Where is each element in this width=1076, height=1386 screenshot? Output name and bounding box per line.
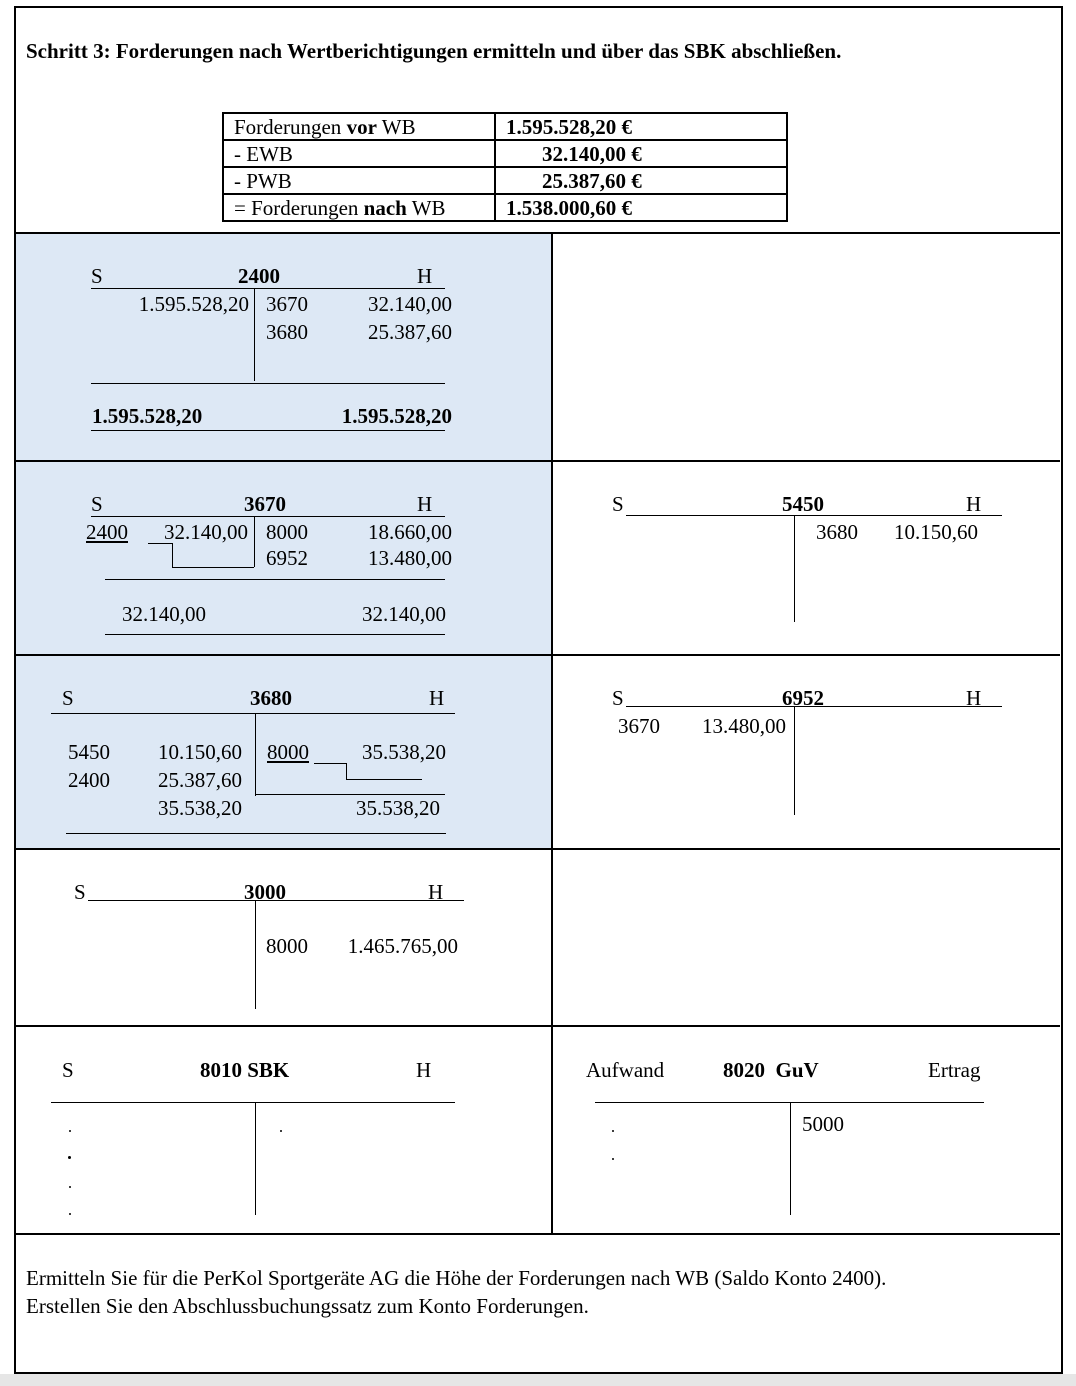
soll-label: S [91, 492, 103, 516]
t-account-divider [255, 714, 256, 796]
account-number: 3000 [244, 880, 286, 904]
total-underline [91, 430, 445, 431]
ertrag-label: Ertrag [928, 1058, 981, 1082]
debit-amount: 13.480,00 [702, 714, 786, 738]
haben-label: H [428, 880, 444, 904]
t-account-top-line [88, 900, 464, 901]
sum-line [105, 579, 445, 580]
debit-account: 2400 [86, 520, 128, 544]
placeholder-dot [68, 1156, 71, 1159]
closing-bracket-v [172, 543, 173, 567]
account-number: 8020 GuV [723, 1058, 819, 1082]
total-underline [66, 833, 446, 834]
table-row [223, 113, 787, 140]
t-account-divider [794, 707, 795, 815]
soll-label: S [74, 880, 86, 904]
t-account-top-line [91, 288, 445, 289]
total-right: 35.538,20 [356, 796, 440, 820]
placeholder-dot [69, 1186, 71, 1188]
grid-line-2 [16, 460, 1060, 462]
grid-line-1 [16, 232, 1060, 234]
soll-label: S [612, 686, 624, 710]
placeholder-dot [280, 1130, 282, 1132]
grid-line-3 [16, 654, 1060, 656]
credit-underline [314, 763, 346, 764]
table-row [223, 194, 787, 221]
closing-bracket-v [346, 763, 347, 779]
wb-label: Forderungen vor WB [223, 113, 495, 140]
t-account-divider [255, 901, 256, 1009]
placeholder-dot [612, 1130, 614, 1132]
credit-amount: 18.660,00 [368, 520, 452, 544]
credit-account: 8000 [266, 520, 308, 544]
haben-label: H [966, 686, 982, 710]
wb-value: 1.538.000,60 € [495, 194, 787, 221]
sum-line [255, 794, 445, 795]
grid-divider [551, 233, 553, 1233]
t-account-divider [254, 517, 255, 567]
t-account-top-line [91, 516, 445, 517]
debit-underline [148, 543, 172, 544]
debit-amount: 25.387,60 [158, 768, 242, 792]
t-account-top-line [51, 713, 455, 714]
t-account-divider [254, 289, 255, 381]
credit-account: 3680 [266, 320, 308, 344]
placeholder-dot [69, 1130, 71, 1132]
t-account-top-line [51, 1102, 455, 1103]
credit-account: 8000 [267, 740, 309, 764]
debit-account: 3670 [618, 714, 660, 738]
credit-amount: 32.140,00 [368, 292, 452, 316]
soll-label: S [62, 1058, 74, 1082]
soll-label: S [91, 264, 103, 288]
task-instruction-2: Erstellen Sie den Abschlussbuchungssatz zum Konto Forderungen. [26, 1294, 589, 1318]
haben-label: H [966, 492, 982, 516]
credit-amount: 13.480,00 [368, 546, 452, 570]
haben-label: H [429, 686, 445, 710]
step-heading: Schritt 3: Forderungen nach Wertberichtigungen ermitteln und über das SBK abschließen. [26, 39, 842, 63]
account-number: 8010 SBK [200, 1058, 290, 1082]
sum-line [91, 383, 445, 384]
placeholder-dot [612, 1158, 614, 1160]
account-number: 3680 [250, 686, 292, 710]
wb-value: 32.140,00 € [495, 140, 787, 167]
t-account-divider [794, 516, 795, 622]
account-number: 3670 [244, 492, 286, 516]
closing-bracket-h [172, 567, 254, 568]
grid-line-5 [16, 1025, 1060, 1027]
wb-calculation-table [222, 112, 788, 222]
haben-label: H [416, 1058, 432, 1082]
task-instruction-1: Ermitteln Sie für die PerKol Sportgeräte AG die Höhe der Forderungen nach WB (Saldo Konto 2400). [26, 1266, 887, 1290]
debit-amount: 32.140,00 [164, 520, 248, 544]
total-left: 32.140,00 [122, 602, 206, 626]
credit-amount: 25.387,60 [368, 320, 452, 344]
placeholder-dot [69, 1213, 71, 1215]
table-row [223, 140, 787, 167]
debit-account: 5450 [68, 740, 110, 764]
total-left: 1.595.528,20 [92, 404, 203, 428]
debit-amount: 1.595.528,20 [138, 292, 249, 316]
total-right: 1.595.528,20 [341, 404, 452, 428]
closing-bracket-h [346, 779, 422, 780]
table-row [223, 167, 787, 194]
credit-account: 6952 [266, 546, 308, 570]
wb-label: = Forderungen nach WB [223, 194, 495, 221]
credit-amount: 1.465.765,00 [347, 934, 458, 958]
credit-amount: 35.538,20 [362, 740, 446, 764]
wb-label: - PWB [223, 167, 495, 194]
debit-account: 2400 [68, 768, 110, 792]
wb-value: 25.387,60 € [495, 167, 787, 194]
total-left: 35.538,20 [158, 796, 242, 820]
haben-label: H [417, 264, 433, 288]
t-account-divider [790, 1103, 791, 1215]
total-right: 32.140,00 [362, 602, 446, 626]
credit-account: 3680 [816, 520, 858, 544]
grid-line-6 [16, 1233, 1060, 1235]
t-account-divider [255, 1103, 256, 1215]
grid-line-4 [16, 848, 1060, 850]
wb-label: - EWB [223, 140, 495, 167]
account-number: 2400 [238, 264, 280, 288]
aufwand-label: Aufwand [586, 1058, 665, 1082]
soll-label: S [612, 492, 624, 516]
haben-label: H [417, 492, 433, 516]
credit-amount: 10.150,60 [894, 520, 978, 544]
credit-account: 5000 [802, 1112, 844, 1136]
account-number: 6952 [782, 686, 824, 710]
t-account-top-line [626, 515, 1002, 516]
account-number: 5450 [782, 492, 824, 516]
soll-label: S [62, 686, 74, 710]
total-underline [105, 634, 445, 635]
wb-value: 1.595.528,20 € [495, 113, 787, 140]
debit-amount: 10.150,60 [158, 740, 242, 764]
t-account-top-line [626, 706, 1002, 707]
credit-account: 8000 [266, 934, 308, 958]
bottom-shadow [0, 1374, 1076, 1386]
credit-account: 3670 [266, 292, 308, 316]
